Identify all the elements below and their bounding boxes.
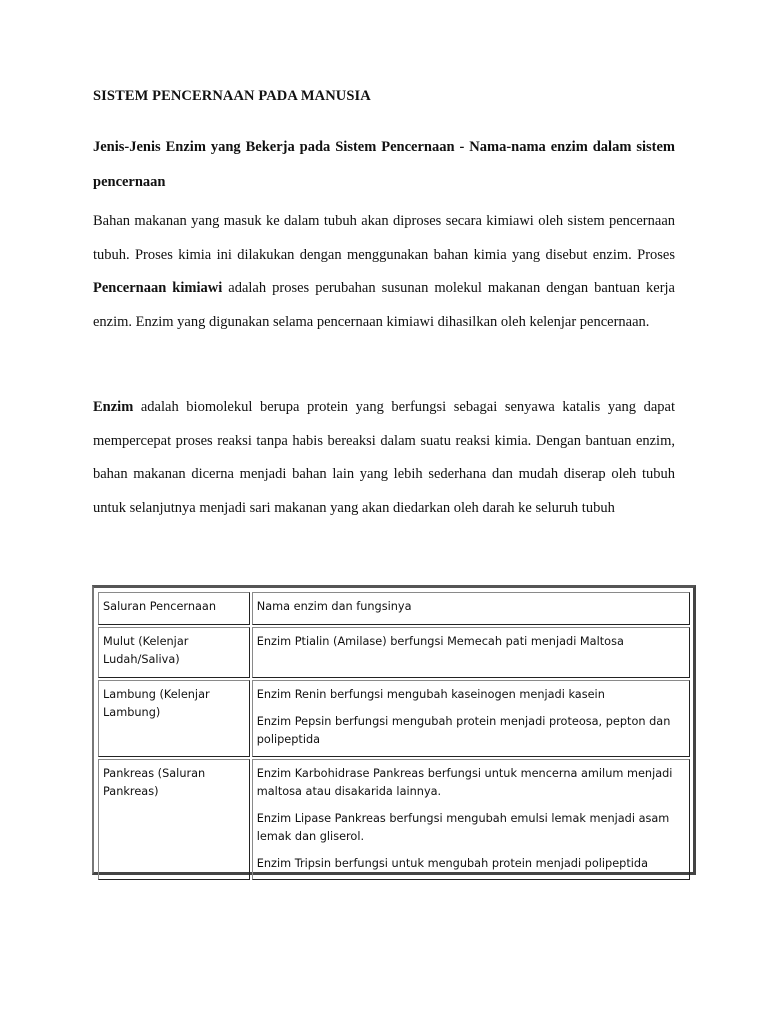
table-row <box>98 680 690 757</box>
table-row <box>98 759 690 880</box>
enzyme-description: Enzim Pepsin berfungsi mengubah protein menjadi proteosa, pepton dan polipeptida <box>256 715 671 746</box>
table-cell-enzymes <box>252 627 690 678</box>
enzyme-table-frame <box>92 585 696 875</box>
enzyme-description: Enzim Lipase Pankreas berfungsi mengubah emulsi lemak menjadi asam lemak dan gliserol. <box>256 812 670 843</box>
paragraph2-text: adalah biomolekul berupa protein yang berfungsi sebagai senyawa katalis yang dapat mempercepat proses reaksi tanpa habis bereaksi dalam suatu reaksi kimia. Dengan bantuan enzim, bahan makanan dicerna menjadi bahan lain yang lebih sederhana dan mudah diserap oleh tubuh untuk selanjutnya menjadi sari makanan yang akan diedarkan oleh darah ke seluruh tubuh <box>93 399 675 516</box>
paragraph1-text-start: Bahan makanan yang masuk ke dalam tubuh akan diproses secara kimiawi oleh sistem pencernaan tubuh. Proses kimia ini dilakukan dengan menggunakan bahan kimia yang disebut enzim. Proses <box>93 213 675 263</box>
table-cell-enzymes <box>252 680 690 757</box>
table-row <box>98 627 690 678</box>
table-cell-organ: Mulut (Kelenjar Ludah/Saliva) <box>98 627 250 678</box>
paragraph1-text-end: adalah proses perubahan susunan molekul makanan dengan bantuan kerja enzim. Enzim yang digunakan selama pencernaan kimiawi dihasilkan oleh kelenjar pencernaan. <box>93 280 675 330</box>
paragraph1-bold-term: Pencernaan kimiawi <box>93 280 223 296</box>
table-header-cell-organ: Saluran Pencernaan <box>98 592 250 625</box>
table-header-row <box>98 592 690 625</box>
table-cell-enzymes <box>252 759 690 880</box>
document-title: SISTEM PENCERNAAN PADA MANUSIA <box>93 88 371 104</box>
paragraph-enzyme-definition <box>93 391 675 525</box>
table-header-cell-enzymes: Nama enzim dan fungsinya <box>252 592 690 625</box>
enzyme-table <box>96 590 692 882</box>
document-subtitle: Jenis-Jenis Enzim yang Bekerja pada Sistem Pencernaan - Nama-nama enzim dalam sistem pencernaan <box>93 139 675 190</box>
paragraph2-bold-term: Enzim <box>93 399 134 415</box>
enzyme-description: Enzim Karbohidrase Pankreas berfungsi untuk mencerna amilum menjadi maltosa atau disakarida lainnya. <box>256 767 673 798</box>
enzyme-description: Enzim Tripsin berfungsi untuk mengubah protein menjadi polipeptida <box>256 857 648 870</box>
table-cell-organ: Lambung (Kelenjar Lambung) <box>98 680 250 757</box>
paragraph-digestion-intro <box>93 205 675 339</box>
table-cell-organ: Pankreas (Saluran Pankreas) <box>98 759 250 880</box>
enzyme-description: Enzim Ptialin (Amilase) berfungsi Memecah pati menjadi Maltosa <box>256 635 624 648</box>
enzyme-description: Enzim Renin berfungsi mengubah kaseinogen menjadi kasein <box>256 688 605 701</box>
